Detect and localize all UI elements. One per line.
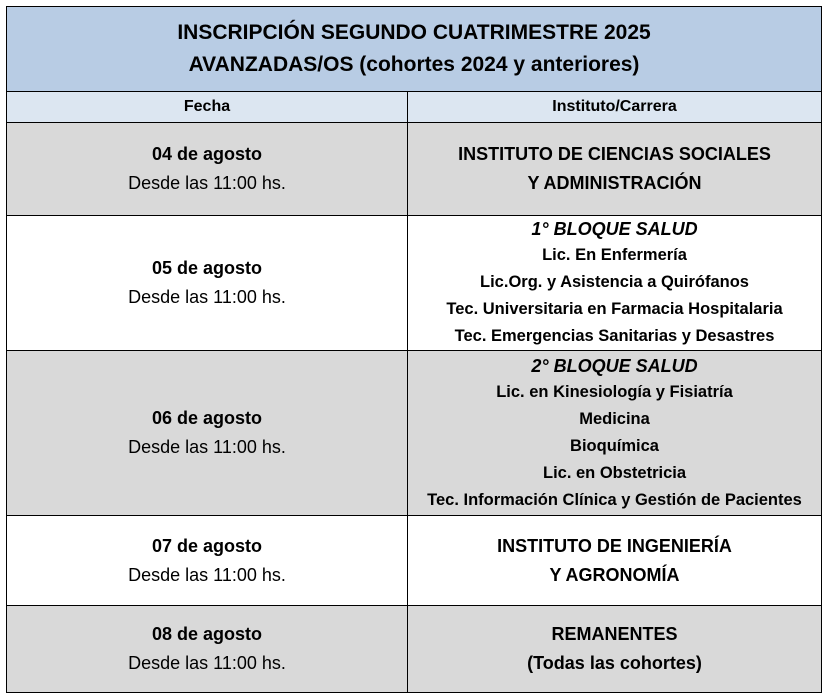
table-row bbox=[7, 351, 822, 516]
time-text: Desde las 11:00 hs. bbox=[128, 437, 286, 457]
date-cell bbox=[7, 516, 408, 606]
table-row bbox=[7, 516, 822, 606]
time-text: Desde las 11:00 hs. bbox=[128, 173, 286, 193]
institute-cell bbox=[408, 123, 822, 216]
title-line-2: AVANZADAS/OS (cohortes 2024 y anteriores) bbox=[188, 53, 640, 76]
table-row bbox=[7, 606, 822, 693]
bloque-title: 1° BLOQUE SALUD bbox=[531, 219, 698, 239]
institute-line: Y AGRONOMÍA bbox=[549, 564, 680, 585]
schedule-table bbox=[6, 6, 822, 693]
table-row bbox=[7, 216, 822, 351]
date-text: 08 de agosto bbox=[151, 624, 263, 644]
date-text: 07 de agosto bbox=[151, 535, 263, 556]
career-item: Lic. en Obstetricia bbox=[542, 463, 687, 482]
institute-cell bbox=[408, 216, 822, 351]
institute-line: INSTITUTO DE INGENIERÍA bbox=[497, 535, 732, 556]
career-item: Lic. en Kinesiología y Fisiatría bbox=[496, 382, 733, 401]
career-item: Bioquímica bbox=[570, 436, 659, 455]
institute-cell bbox=[408, 606, 822, 693]
career-item: Tec. Emergencias Sanitarias y Desastres bbox=[454, 327, 775, 345]
date-cell bbox=[7, 123, 408, 216]
career-item: Tec. Universitaria en Farmacia Hospitalaria bbox=[446, 300, 783, 318]
time-text: Desde las 11:00 hs. bbox=[128, 564, 286, 585]
institute-cell bbox=[408, 351, 822, 516]
table-title bbox=[7, 7, 822, 92]
career-item: Tec. Información Clínica y Gestión de Pacientes bbox=[427, 490, 802, 509]
table-row bbox=[7, 123, 822, 216]
date-cell bbox=[7, 216, 408, 351]
header-fecha: Fecha bbox=[7, 92, 408, 123]
institute-line: (Todas las cohortes) bbox=[527, 653, 702, 673]
career-item: Lic. En Enfermería bbox=[542, 246, 687, 264]
institute-line: Y ADMINISTRACIÓN bbox=[527, 173, 702, 193]
time-text: Desde las 11:00 hs. bbox=[128, 287, 286, 307]
career-item: Medicina bbox=[579, 409, 650, 428]
date-cell bbox=[7, 606, 408, 693]
career-item: Lic.Org. y Asistencia a Quirófanos bbox=[480, 273, 749, 291]
date-text: 04 de agosto bbox=[151, 144, 263, 164]
bloque-title: 2° BLOQUE SALUD bbox=[531, 355, 698, 376]
date-text: 06 de agosto bbox=[151, 408, 263, 428]
institute-line: INSTITUTO DE CIENCIAS SOCIALES bbox=[458, 144, 771, 164]
institute-cell bbox=[408, 516, 822, 606]
time-text: Desde las 11:00 hs. bbox=[128, 653, 286, 673]
institute-line: REMANENTES bbox=[551, 624, 678, 644]
date-cell bbox=[7, 351, 408, 516]
title-line-1: INSCRIPCIÓN SEGUNDO CUATRIMESTRE 2025 bbox=[177, 21, 651, 44]
header-instituto: Instituto/Carrera bbox=[408, 92, 822, 123]
date-text: 05 de agosto bbox=[151, 258, 263, 278]
